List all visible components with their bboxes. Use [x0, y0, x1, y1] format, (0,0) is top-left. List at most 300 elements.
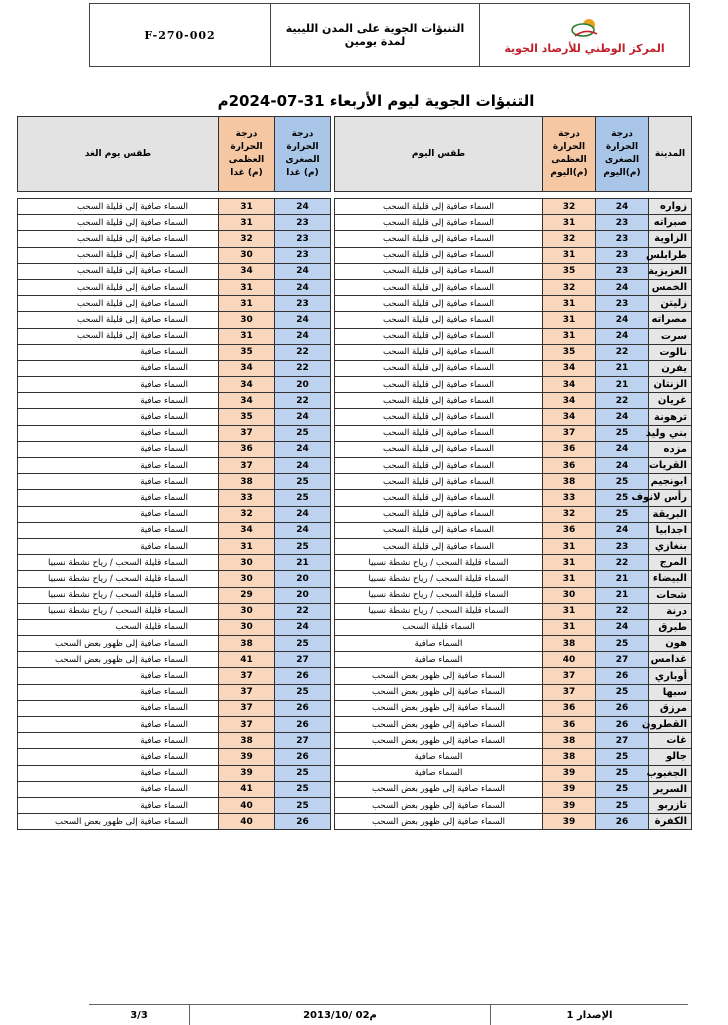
city-cell: شحات — [649, 587, 692, 603]
max-today-cell: 36 — [543, 717, 596, 733]
page-title: التنبؤات الجوية ليوم الأربعاء 31-07-2024م — [217, 92, 535, 110]
weather-tomorrow-cell: السماء صافية إلى قليلة السحب — [18, 279, 219, 295]
table-row — [18, 765, 692, 781]
weather-tomorrow-cell: السماء صافية إلى قليلة السحب — [18, 296, 219, 312]
weather-today-cell: السماء صافية إلى قليلة السحب — [335, 538, 543, 554]
city-cell: القريات — [649, 458, 692, 474]
max-tomorrow-cell: 30 — [219, 555, 275, 571]
table-row — [18, 587, 692, 603]
max-tomorrow-cell: 34 — [219, 263, 275, 279]
city-cell: زواره — [649, 199, 692, 215]
weather-today-cell: السماء صافية إلى قليلة السحب — [335, 425, 543, 441]
column-gap — [331, 474, 335, 490]
max-tomorrow-cell: 31 — [219, 538, 275, 554]
weather-today-cell: السماء صافية إلى ظهور بعض السحب — [335, 733, 543, 749]
max-tomorrow-cell: 31 — [219, 199, 275, 215]
column-gap — [331, 571, 335, 587]
weather-today-cell: السماء صافية إلى قليلة السحب — [335, 441, 543, 457]
column-gap — [331, 279, 335, 295]
column-gap — [331, 700, 335, 716]
column-gap — [331, 328, 335, 344]
city-cell: البيضاء — [649, 571, 692, 587]
table-row — [18, 328, 692, 344]
table-row — [18, 538, 692, 554]
weather-today-cell: السماء صافية إلى قليلة السحب — [335, 296, 543, 312]
max-tomorrow-cell: 37 — [219, 668, 275, 684]
table-row — [18, 279, 692, 295]
weather-today-cell: السماء صافية إلى قليلة السحب — [335, 199, 543, 215]
min-today-cell: 23 — [596, 538, 649, 554]
weather-tomorrow-cell: السماء صافية إلى قليلة السحب — [18, 328, 219, 344]
max-tomorrow-cell: 30 — [219, 619, 275, 635]
column-gap — [331, 538, 335, 554]
document-title — [271, 4, 480, 66]
city-cell: بني وليد — [649, 425, 692, 441]
max-today-cell: 34 — [543, 360, 596, 376]
city-cell: غات — [649, 733, 692, 749]
weather-tomorrow-cell: السماء صافية — [18, 458, 219, 474]
table-row — [18, 425, 692, 441]
column-gap — [331, 441, 335, 457]
weather-today-cell: السماء صافية إلى ظهور بعض السحب — [335, 684, 543, 700]
weather-today-cell: السماء صافية — [335, 652, 543, 668]
table-row — [18, 684, 692, 700]
city-cell: المرج — [649, 555, 692, 571]
max-today-cell: 35 — [543, 344, 596, 360]
min-tomorrow-cell: 25 — [275, 474, 331, 490]
table-row — [18, 636, 692, 652]
weather-today-cell: السماء صافية — [335, 765, 543, 781]
min-today-cell: 21 — [596, 587, 649, 603]
city-cell: القطرون — [649, 717, 692, 733]
max-tomorrow-cell: 38 — [219, 474, 275, 490]
max-today-cell: 34 — [543, 377, 596, 393]
min-today-cell: 23 — [596, 296, 649, 312]
weather-today-cell: السماء صافية إلى قليلة السحب — [335, 247, 543, 263]
weather-today-cell: السماء صافية إلى قليلة السحب — [335, 522, 543, 538]
min-today-cell: 24 — [596, 312, 649, 328]
city-cell: زليتن — [649, 296, 692, 312]
column-gap — [331, 781, 335, 797]
min-today-cell: 25 — [596, 636, 649, 652]
weather-tomorrow-cell: السماء صافية — [18, 393, 219, 409]
table-row — [18, 393, 692, 409]
weather-tomorrow-cell: السماء قليلة السحب / رياح نشطة نسبيا — [18, 587, 219, 603]
max-today-cell: 40 — [543, 652, 596, 668]
column-gap — [331, 344, 335, 360]
max-tomorrow-cell: 41 — [219, 652, 275, 668]
min-tomorrow-cell: 22 — [275, 344, 331, 360]
min-tomorrow-cell: 26 — [275, 668, 331, 684]
weather-today-cell: السماء صافية إلى ظهور بعض السحب — [335, 797, 543, 813]
max-today-cell: 31 — [543, 215, 596, 231]
weather-tomorrow-cell: السماء صافية إلى ظهور بعض السحب — [18, 652, 219, 668]
max-tomorrow-cell: 33 — [219, 490, 275, 506]
max-tomorrow-cell: 39 — [219, 749, 275, 765]
max-tomorrow-cell: 30 — [219, 603, 275, 619]
city-cell: طرابلس — [649, 247, 692, 263]
min-today-cell: 22 — [596, 344, 649, 360]
min-tomorrow-cell: 24 — [275, 279, 331, 295]
max-today-cell: 39 — [543, 797, 596, 813]
column-gap — [331, 797, 335, 813]
table-row — [18, 344, 692, 360]
min-tomorrow-cell: 25 — [275, 538, 331, 554]
weather-today-cell: السماء قليلة السحب / رياح نشطة نسبيا — [335, 555, 543, 571]
table-row — [18, 506, 692, 522]
column-gap — [331, 360, 335, 376]
forecast-table — [17, 116, 692, 830]
header-max-tomorrow: درجة الحرارة العظمى (م) غدا — [219, 117, 275, 192]
table-row — [18, 781, 692, 797]
column-gap — [331, 749, 335, 765]
weather-tomorrow-cell: السماء صافية — [18, 538, 219, 554]
min-tomorrow-cell: 25 — [275, 797, 331, 813]
max-tomorrow-cell: 30 — [219, 571, 275, 587]
max-today-cell: 38 — [543, 733, 596, 749]
max-today-cell: 39 — [543, 781, 596, 797]
table-row — [18, 377, 692, 393]
max-tomorrow-cell: 35 — [219, 409, 275, 425]
table-row — [18, 474, 692, 490]
weather-tomorrow-cell: السماء صافية — [18, 425, 219, 441]
weather-tomorrow-cell: السماء صافية — [18, 360, 219, 376]
column-gap — [331, 652, 335, 668]
weather-today-cell: السماء صافية إلى ظهور بعض السحب — [335, 781, 543, 797]
weather-tomorrow-cell: السماء صافية — [18, 733, 219, 749]
column-gap — [331, 263, 335, 279]
max-tomorrow-cell: 38 — [219, 733, 275, 749]
min-tomorrow-cell: 24 — [275, 506, 331, 522]
min-tomorrow-cell: 22 — [275, 360, 331, 376]
weather-today-cell: السماء صافية إلى قليلة السحب — [335, 490, 543, 506]
min-today-cell: 24 — [596, 328, 649, 344]
weather-tomorrow-cell: السماء صافية — [18, 474, 219, 490]
min-today-cell: 26 — [596, 668, 649, 684]
weather-tomorrow-cell: السماء صافية — [18, 377, 219, 393]
max-tomorrow-cell: 31 — [219, 296, 275, 312]
weather-tomorrow-cell: السماء صافية — [18, 668, 219, 684]
column-gap — [331, 199, 335, 215]
document-title-line1: التنبؤات الجوية على المدن الليبية — [285, 22, 465, 35]
max-today-cell: 31 — [543, 328, 596, 344]
weather-today-cell: السماء صافية إلى قليلة السحب — [335, 263, 543, 279]
city-cell: البريقة — [649, 506, 692, 522]
table-row — [18, 441, 692, 457]
min-tomorrow-cell: 20 — [275, 587, 331, 603]
max-today-cell: 31 — [543, 296, 596, 312]
header-weather-tomorrow: طقس يوم الغد — [18, 117, 219, 192]
weather-tomorrow-cell: السماء صافية — [18, 781, 219, 797]
min-tomorrow-cell: 23 — [275, 247, 331, 263]
min-tomorrow-cell: 25 — [275, 781, 331, 797]
weather-tomorrow-cell: السماء صافية — [18, 717, 219, 733]
max-tomorrow-cell: 36 — [219, 441, 275, 457]
column-gap — [331, 636, 335, 652]
max-tomorrow-cell: 30 — [219, 312, 275, 328]
table-row — [18, 490, 692, 506]
city-cell: مزده — [649, 441, 692, 457]
cloud-sun-logo-icon — [567, 16, 603, 40]
max-tomorrow-cell: 32 — [219, 506, 275, 522]
min-tomorrow-cell: 25 — [275, 636, 331, 652]
city-cell: الزنتان — [649, 377, 692, 393]
column-gap — [331, 231, 335, 247]
document-title-line2: لمدة يومين — [344, 35, 406, 48]
min-tomorrow-cell: 24 — [275, 619, 331, 635]
weather-today-cell: السماء قليلة السحب — [335, 619, 543, 635]
weather-today-cell: السماء صافية إلى قليلة السحب — [335, 215, 543, 231]
max-tomorrow-cell: 31 — [219, 215, 275, 231]
table-row — [18, 458, 692, 474]
weather-tomorrow-cell: السماء صافية — [18, 409, 219, 425]
table-row — [18, 571, 692, 587]
max-tomorrow-cell: 39 — [219, 765, 275, 781]
min-today-cell: 22 — [596, 393, 649, 409]
column-gap — [331, 312, 335, 328]
min-today-cell: 21 — [596, 360, 649, 376]
city-cell: السرير — [649, 781, 692, 797]
organization — [480, 4, 689, 66]
min-today-cell: 25 — [596, 425, 649, 441]
column-gap — [331, 733, 335, 749]
column-gap — [331, 765, 335, 781]
max-tomorrow-cell: 40 — [219, 814, 275, 830]
min-today-cell: 25 — [596, 797, 649, 813]
min-tomorrow-cell: 22 — [275, 603, 331, 619]
max-tomorrow-cell: 41 — [219, 781, 275, 797]
max-today-cell: 30 — [543, 587, 596, 603]
max-today-cell: 35 — [543, 263, 596, 279]
weather-today-cell: السماء صافية إلى قليلة السحب — [335, 360, 543, 376]
min-today-cell: 25 — [596, 506, 649, 522]
max-tomorrow-cell: 38 — [219, 636, 275, 652]
weather-tomorrow-cell: السماء صافية — [18, 522, 219, 538]
min-today-cell: 23 — [596, 231, 649, 247]
min-tomorrow-cell: 27 — [275, 733, 331, 749]
city-cell: غريان — [649, 393, 692, 409]
weather-tomorrow-cell: السماء صافية إلى قليلة السحب — [18, 199, 219, 215]
weather-tomorrow-cell: السماء قليلة السحب / رياح نشطة نسبيا — [18, 571, 219, 587]
max-tomorrow-cell: 34 — [219, 360, 275, 376]
min-tomorrow-cell: 24 — [275, 458, 331, 474]
weather-today-cell: السماء صافية إلى قليلة السحب — [335, 231, 543, 247]
column-gap — [331, 377, 335, 393]
min-today-cell: 24 — [596, 279, 649, 295]
table-row — [18, 700, 692, 716]
table-row — [18, 733, 692, 749]
min-today-cell: 24 — [596, 199, 649, 215]
min-today-cell: 27 — [596, 733, 649, 749]
weather-tomorrow-cell: السماء صافية — [18, 797, 219, 813]
weather-today-cell: السماء صافية إلى ظهور بعض السحب — [335, 814, 543, 830]
form-code: F-270-002 — [90, 4, 271, 66]
weather-today-cell: السماء قليلة السحب / رياح نشطة نسبيا — [335, 603, 543, 619]
min-tomorrow-cell: 25 — [275, 684, 331, 700]
min-tomorrow-cell: 20 — [275, 377, 331, 393]
city-cell: الخمس — [649, 279, 692, 295]
max-today-cell: 31 — [543, 555, 596, 571]
column-gap — [331, 522, 335, 538]
weather-tomorrow-cell: السماء صافية إلى قليلة السحب — [18, 263, 219, 279]
city-cell: يفرن — [649, 360, 692, 376]
table-row — [18, 603, 692, 619]
table-row — [18, 619, 692, 635]
header-weather-today: طقس اليوم — [335, 117, 543, 192]
max-tomorrow-cell: 34 — [219, 522, 275, 538]
weather-tomorrow-cell: السماء صافية إلى ظهور بعض السحب — [18, 814, 219, 830]
weather-tomorrow-cell: السماء قليلة السحب / رياح نشطة نسبيا — [18, 603, 219, 619]
table-row — [18, 668, 692, 684]
min-tomorrow-cell: 26 — [275, 814, 331, 830]
weather-tomorrow-cell: السماء صافية إلى ظهور بعض السحب — [18, 636, 219, 652]
city-cell: درنة — [649, 603, 692, 619]
city-cell: سرت — [649, 328, 692, 344]
max-tomorrow-cell: 37 — [219, 425, 275, 441]
table-row — [18, 814, 692, 830]
max-today-cell: 31 — [543, 538, 596, 554]
min-tomorrow-cell: 20 — [275, 571, 331, 587]
column-gap — [331, 814, 335, 830]
min-tomorrow-cell: 24 — [275, 441, 331, 457]
max-today-cell: 36 — [543, 700, 596, 716]
min-tomorrow-cell: 24 — [275, 328, 331, 344]
max-today-cell: 36 — [543, 522, 596, 538]
min-today-cell: 25 — [596, 490, 649, 506]
max-today-cell: 32 — [543, 506, 596, 522]
column-gap — [331, 490, 335, 506]
min-tomorrow-cell: 21 — [275, 555, 331, 571]
min-tomorrow-cell: 25 — [275, 490, 331, 506]
header-min-tomorrow: درجة الحرارة الصغرى (م) غدا — [275, 117, 331, 192]
min-tomorrow-cell: 26 — [275, 700, 331, 716]
city-cell: جالو — [649, 749, 692, 765]
weather-today-cell: السماء صافية إلى قليلة السحب — [335, 279, 543, 295]
city-cell: الزاوية — [649, 231, 692, 247]
column-gap — [331, 117, 335, 192]
city-cell: اجدابيا — [649, 522, 692, 538]
city-cell: مرزق — [649, 700, 692, 716]
min-today-cell: 24 — [596, 619, 649, 635]
city-cell: مصراته — [649, 312, 692, 328]
city-cell: ترهونة — [649, 409, 692, 425]
weather-today-cell: السماء صافية إلى قليلة السحب — [335, 506, 543, 522]
column-gap — [331, 215, 335, 231]
max-today-cell: 37 — [543, 684, 596, 700]
min-today-cell: 22 — [596, 555, 649, 571]
page-footer — [89, 1004, 688, 1025]
weather-tomorrow-cell: السماء صافية إلى قليلة السحب — [18, 312, 219, 328]
header-min-today: درجة الحرارة الصغرى (م)اليوم — [596, 117, 649, 192]
weather-today-cell: السماء صافية إلى ظهور بعض السحب — [335, 668, 543, 684]
min-today-cell: 25 — [596, 684, 649, 700]
max-today-cell: 36 — [543, 441, 596, 457]
max-tomorrow-cell: 31 — [219, 279, 275, 295]
min-tomorrow-cell: 27 — [275, 652, 331, 668]
min-tomorrow-cell: 26 — [275, 749, 331, 765]
table-row — [18, 247, 692, 263]
weather-today-cell: السماء صافية — [335, 636, 543, 652]
max-today-cell: 37 — [543, 668, 596, 684]
column-gap — [331, 684, 335, 700]
min-tomorrow-cell: 24 — [275, 199, 331, 215]
min-today-cell: 26 — [596, 700, 649, 716]
max-tomorrow-cell: 29 — [219, 587, 275, 603]
city-cell: سبها — [649, 684, 692, 700]
weather-today-cell: السماء صافية إلى قليلة السحب — [335, 377, 543, 393]
table-row — [18, 215, 692, 231]
table-row — [18, 312, 692, 328]
max-today-cell: 32 — [543, 279, 596, 295]
table-row — [18, 749, 692, 765]
max-today-cell: 31 — [543, 247, 596, 263]
table-row — [18, 231, 692, 247]
min-today-cell: 25 — [596, 765, 649, 781]
min-today-cell: 26 — [596, 717, 649, 733]
table-row — [18, 360, 692, 376]
table-row — [18, 296, 692, 312]
max-tomorrow-cell: 35 — [219, 344, 275, 360]
city-cell: العزيزية — [649, 263, 692, 279]
table-row — [18, 263, 692, 279]
city-cell: الجغبوب — [649, 765, 692, 781]
min-tomorrow-cell: 23 — [275, 296, 331, 312]
table-row — [18, 522, 692, 538]
weather-tomorrow-cell: السماء صافية — [18, 684, 219, 700]
max-today-cell: 32 — [543, 231, 596, 247]
column-gap — [331, 603, 335, 619]
weather-tomorrow-cell: السماء صافية — [18, 765, 219, 781]
city-cell: نالوت — [649, 344, 692, 360]
min-tomorrow-cell: 22 — [275, 393, 331, 409]
min-tomorrow-cell: 26 — [275, 717, 331, 733]
min-today-cell: 23 — [596, 247, 649, 263]
weather-tomorrow-cell: السماء صافية — [18, 700, 219, 716]
column-gap — [331, 393, 335, 409]
max-today-cell: 37 — [543, 425, 596, 441]
city-cell: أوباري — [649, 668, 692, 684]
min-tomorrow-cell: 24 — [275, 312, 331, 328]
weather-tomorrow-cell: السماء صافية — [18, 506, 219, 522]
max-today-cell: 36 — [543, 458, 596, 474]
max-today-cell: 39 — [543, 814, 596, 830]
min-today-cell: 23 — [596, 263, 649, 279]
max-today-cell: 31 — [543, 571, 596, 587]
weather-tomorrow-cell: السماء قليلة السحب — [18, 619, 219, 635]
issue-date: 2013/10/ 02م — [190, 1005, 491, 1025]
weather-today-cell: السماء صافية إلى قليلة السحب — [335, 312, 543, 328]
min-tomorrow-cell: 24 — [275, 263, 331, 279]
column-gap — [331, 409, 335, 425]
column-gap — [331, 587, 335, 603]
column-gap — [331, 619, 335, 635]
weather-tomorrow-cell: السماء صافية — [18, 344, 219, 360]
weather-tomorrow-cell: السماء صافية إلى قليلة السحب — [18, 231, 219, 247]
city-cell: غدامس — [649, 652, 692, 668]
column-gap — [331, 668, 335, 684]
header-max-today: درجة الحرارة العظمى (م)اليوم — [543, 117, 596, 192]
min-today-cell: 21 — [596, 377, 649, 393]
max-today-cell: 34 — [543, 393, 596, 409]
min-tomorrow-cell: 23 — [275, 231, 331, 247]
min-today-cell: 25 — [596, 474, 649, 490]
table-row — [18, 409, 692, 425]
min-tomorrow-cell: 25 — [275, 765, 331, 781]
document-header — [89, 3, 690, 67]
table-header-row — [18, 117, 692, 192]
max-today-cell: 38 — [543, 636, 596, 652]
weather-tomorrow-cell: السماء صافية إلى قليلة السحب — [18, 215, 219, 231]
